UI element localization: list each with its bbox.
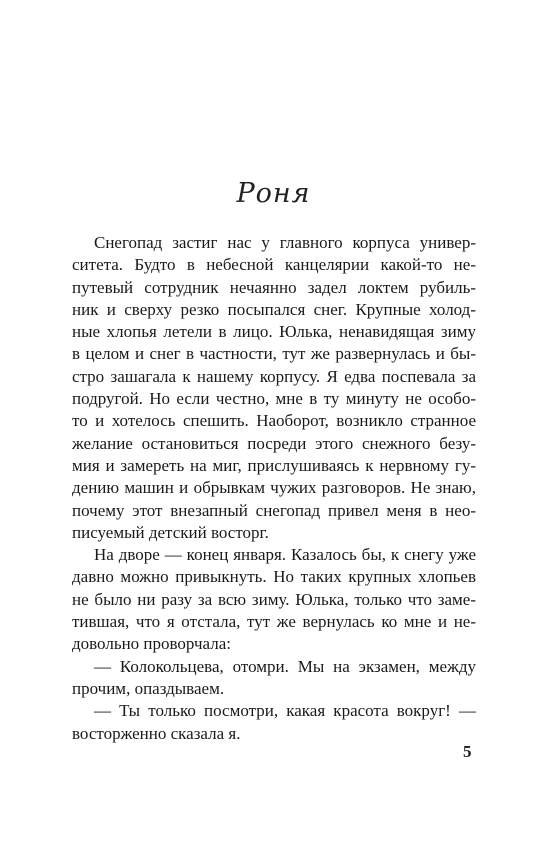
- dialogue-line: восторженно сказала я.: [72, 723, 241, 743]
- text-line: в целом и снег в частности, тут же развернулась и бы-: [72, 344, 476, 364]
- dialogue-line: прочим, опаздываем.: [72, 678, 225, 698]
- text-line: тившая, что я отстала, тут же вернулась ко мне и не-: [72, 612, 476, 632]
- text-line: желание остановиться посреди этого снежного безу-: [72, 433, 476, 453]
- text-line: почему этот внезапный снегопад привел меня в нео-: [72, 500, 476, 520]
- text-line: мия и замереть на миг, прислушиваясь к нервному гу-: [72, 455, 476, 475]
- text-line: ник и сверху резко посыпался снег. Крупные холод-: [72, 299, 476, 319]
- dialogue-line: — Ты только посмотри, какая красота вокруг! —: [94, 701, 476, 721]
- text-line: На дворе — конец января. Казалось бы, к снегу уже: [94, 545, 476, 565]
- dialogue-line: — Колокольцева, отомри. Мы на экзамен, между: [94, 656, 476, 676]
- text-line: то и хотелось спешить. Наоборот, возникло странное: [72, 411, 476, 431]
- text-line: давно можно привыкнуть. Но таких крупных хлопьев: [72, 567, 476, 587]
- text-line: стро зашагала к нашему корпусу. Я едва поспевала за: [72, 366, 476, 386]
- text-line: писуемый детский восторг.: [72, 522, 269, 542]
- page-number: 5: [463, 742, 472, 761]
- body-text: [72, 232, 476, 745]
- text-line: подругой. Но если честно, мне в ту минуту не особо-: [72, 389, 476, 409]
- chapter-title: Роня: [236, 178, 311, 209]
- text-line: довольно проворчала:: [72, 634, 232, 654]
- text-line: путевый сотрудник нечаянно задел локтем рубиль-: [72, 277, 476, 297]
- text-line: Снегопад застиг нас у главного корпуса универ-: [94, 233, 476, 252]
- text-line: ные хлопья летели в лицо. Юлька, ненавидящая зиму: [72, 322, 476, 342]
- text-line: дению машин и обрывкам чужих разговоров. Не знаю,: [72, 478, 476, 498]
- text-line: не было ни разу за всю зиму. Юлька, только что заме-: [72, 589, 476, 609]
- text-line: ситета. Будто в небесной канцелярии какой-то не-: [72, 255, 476, 275]
